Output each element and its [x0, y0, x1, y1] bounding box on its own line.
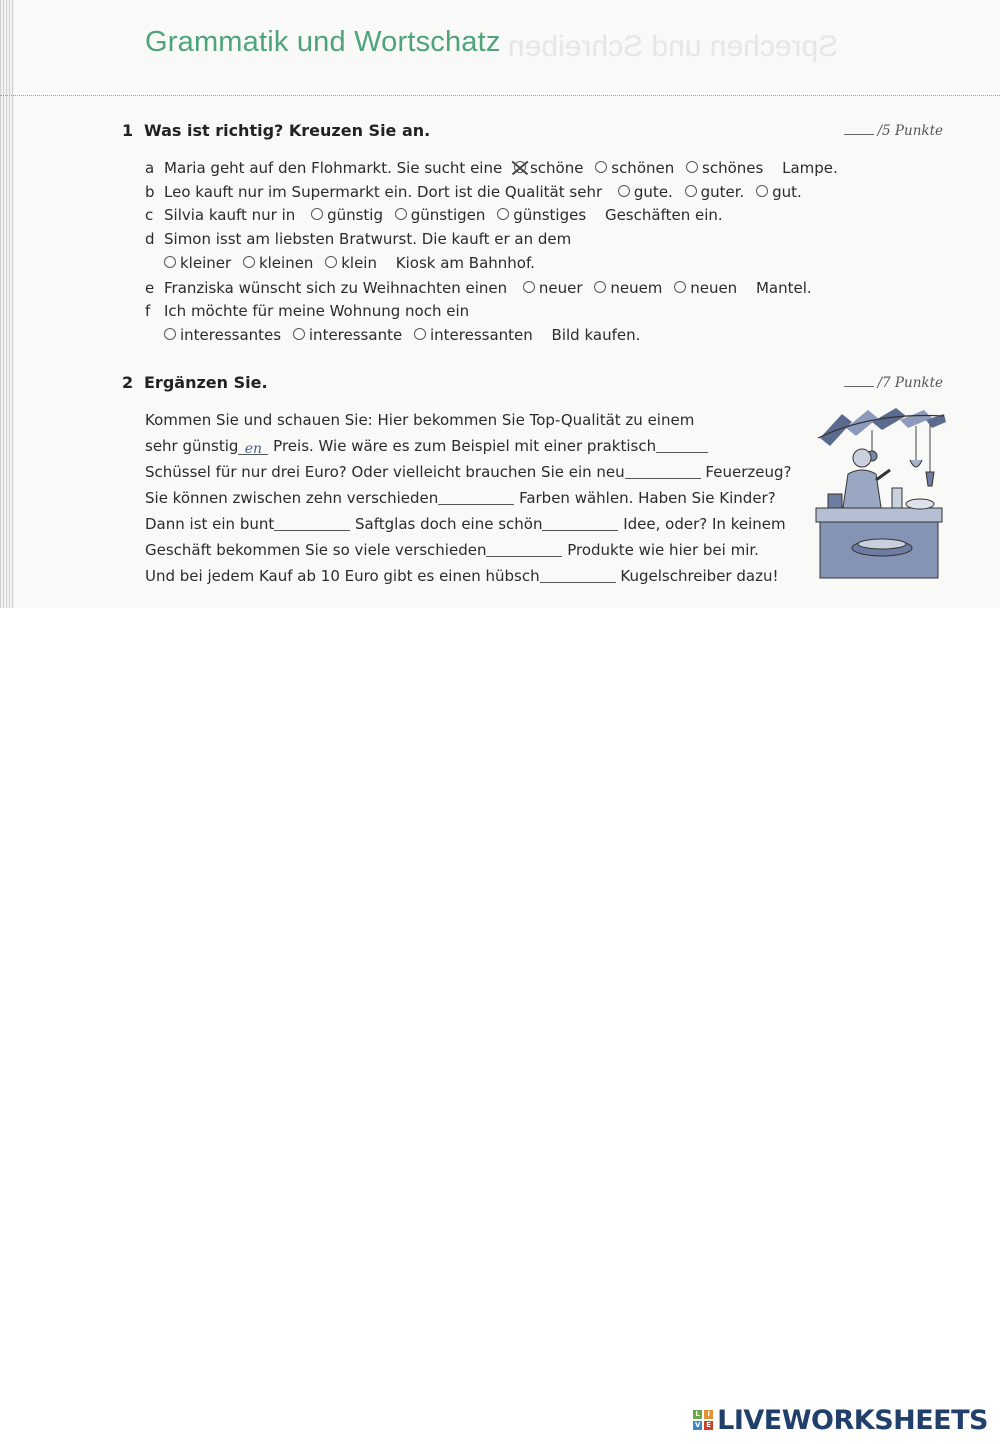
item-letter: c	[145, 206, 154, 224]
option-interessantes[interactable]: interessantes	[164, 326, 281, 344]
page-title: Grammatik und Wortschatz	[145, 26, 501, 58]
option-gute[interactable]: gute.	[618, 183, 673, 201]
liveworksheets-logo[interactable]	[693, 1402, 988, 1438]
option-interessante[interactable]: interessante	[293, 326, 402, 344]
task1-heading	[122, 121, 430, 140]
task1-item-a	[145, 158, 838, 178]
option-guenstigen[interactable]: günstigen	[395, 206, 486, 224]
line-text: Kommen Sie und schauen Sie: Hier bekommen Sie Top-Qualität zu einem	[145, 411, 695, 429]
logo-mark-letter: E	[704, 1421, 713, 1430]
title-divider	[0, 95, 1000, 96]
item-tail: Geschäften ein.	[604, 206, 723, 224]
line-text: Farben wählen. Haben Sie Kinder?	[514, 489, 776, 507]
task1-item-e	[145, 278, 812, 298]
task1-points	[844, 123, 944, 139]
radio-circle-icon[interactable]	[686, 161, 698, 173]
item-tail: Kiosk am Bahnhof.	[395, 254, 535, 272]
item-tail: Mantel.	[755, 279, 812, 297]
gap-guenstig-filled[interactable]: en	[238, 439, 268, 455]
task1-item-c	[145, 205, 723, 225]
option-guenstiges[interactable]: günstiges	[497, 206, 586, 224]
task1-item-f	[145, 301, 469, 321]
task2-line-1	[145, 410, 694, 430]
market-stall-illustration	[812, 408, 946, 582]
checked-box-icon[interactable]	[514, 161, 526, 173]
line-text: Preis. Wie wäre es zum Beispiel mit einer praktisch	[268, 437, 657, 455]
logo-mark-letter: I	[704, 1410, 713, 1419]
line-text: Produkte wie hier bei mir.	[562, 541, 759, 559]
radio-circle-icon[interactable]	[311, 208, 323, 220]
task1-item-d-options	[164, 253, 535, 273]
item-letter: e	[145, 279, 155, 297]
task2-line-5	[145, 514, 786, 534]
gap-verschieden-2[interactable]	[486, 541, 562, 557]
hanging-goods	[867, 424, 934, 486]
radio-circle-icon[interactable]	[756, 185, 768, 197]
task2-title: Ergänzen Sie.	[144, 373, 268, 392]
gap-praktisch[interactable]	[656, 437, 708, 453]
logo-text: LIVEWORKSHEETS	[717, 1404, 988, 1436]
task1-item-b	[145, 182, 802, 202]
item-letter: d	[145, 230, 155, 248]
option-schoene[interactable]: schöne	[514, 159, 583, 177]
option-kleiner[interactable]: kleiner	[164, 254, 231, 272]
ghost-title: Sprechen und Schreiben	[508, 30, 839, 63]
line-text: Geschäft bekommen Sie so viele verschieden	[145, 541, 487, 559]
binding-stripe	[0, 0, 14, 608]
line-text: Und bei jedem Kauf ab 10 Euro gibt es einen hübsch	[145, 567, 540, 585]
line-text: Saftglas doch eine schön	[350, 515, 543, 533]
radio-circle-icon[interactable]	[594, 281, 606, 293]
task1-number: 1	[122, 121, 134, 140]
task1-points-label: /5 Punkte	[877, 123, 943, 139]
radio-circle-icon[interactable]	[164, 328, 176, 340]
task2-number: 2	[122, 373, 134, 392]
task1-title: Was ist richtig? Kreuzen Sie an.	[144, 121, 431, 140]
line-text: Idee, oder? In keinem	[618, 515, 786, 533]
gap-verschieden[interactable]	[438, 489, 514, 505]
logo-mark-letter: L	[693, 1410, 702, 1419]
line-text: Sie können zwischen zehn verschieden	[145, 489, 439, 507]
line-text: Feuerzeug?	[700, 463, 792, 481]
task2-points-label: /7 Punkte	[877, 375, 943, 391]
task2-line-2	[145, 436, 708, 456]
logo-mark-letter: V	[694, 1421, 701, 1429]
line-text: Kugelschreiber dazu!	[615, 567, 779, 585]
option-schoenen[interactable]: schönen	[595, 159, 674, 177]
task2-heading	[122, 373, 268, 392]
radio-circle-icon[interactable]	[497, 208, 509, 220]
radio-circle-icon[interactable]	[243, 256, 255, 268]
option-kleinen[interactable]: kleinen	[243, 254, 314, 272]
option-klein[interactable]: klein	[325, 254, 377, 272]
option-neuen[interactable]: neuen	[674, 279, 737, 297]
task1-item-f-options	[164, 325, 640, 345]
radio-circle-icon[interactable]	[414, 328, 426, 340]
item-text: Simon isst am liebsten Bratwurst. Die kauft er an dem	[164, 230, 572, 248]
item-letter: f	[145, 302, 151, 320]
item-letter: a	[145, 159, 155, 177]
radio-circle-icon[interactable]	[395, 208, 407, 220]
gap-neu[interactable]	[625, 463, 701, 479]
task1-score-blank[interactable]	[844, 134, 874, 135]
task2-score-blank[interactable]	[844, 386, 874, 387]
line-text: sehr günstig	[145, 437, 239, 455]
task2-line-6	[145, 540, 759, 560]
item-text: Silvia kauft nur in	[164, 206, 296, 224]
task1-item-d	[145, 229, 571, 249]
option-gut[interactable]: gut.	[756, 183, 802, 201]
item-letter: b	[145, 183, 155, 201]
gap-schoen[interactable]	[542, 515, 618, 531]
item-tail: Lampe.	[782, 159, 838, 177]
option-guter[interactable]: guter.	[685, 183, 745, 201]
awning-stripes	[818, 408, 946, 446]
radio-circle-icon[interactable]	[325, 256, 337, 268]
logo-mark-icon	[693, 1410, 713, 1430]
task2-points	[844, 375, 944, 391]
item-text: Leo kauft nur im Supermarkt ein. Dort ist die Qualität sehr	[164, 183, 603, 201]
vendor-figure	[842, 449, 890, 514]
option-guenstig[interactable]: günstig	[311, 206, 383, 224]
gap-bunt[interactable]	[274, 515, 350, 531]
task2-line-4	[145, 488, 776, 508]
radio-circle-icon[interactable]	[293, 328, 305, 340]
option-neuem[interactable]: neuem	[594, 279, 662, 297]
radio-circle-icon[interactable]	[164, 256, 176, 268]
line-text: Dann ist ein bunt	[145, 515, 275, 533]
option-schoenes[interactable]: schönes	[686, 159, 763, 177]
worksheet-page	[0, 0, 1000, 608]
task2-line-3	[145, 462, 791, 482]
item-text: Maria geht auf den Flohmarkt. Sie sucht eine	[164, 159, 503, 177]
radio-circle-icon[interactable]	[523, 281, 535, 293]
item-tail: Bild kaufen.	[551, 326, 641, 344]
option-neuer[interactable]: neuer	[523, 279, 583, 297]
radio-circle-icon[interactable]	[595, 161, 607, 173]
radio-circle-icon[interactable]	[674, 281, 686, 293]
item-text: Ich möchte für meine Wohnung noch ein	[164, 302, 470, 320]
task2-line-7	[145, 566, 778, 586]
item-text: Franziska wünscht sich zu Weihnachten einen	[164, 279, 508, 297]
line-text: Schüssel für nur drei Euro? Oder vielleicht brauchen Sie ein neu	[145, 463, 625, 481]
gap-huebsch[interactable]	[540, 567, 616, 583]
radio-circle-icon[interactable]	[618, 185, 630, 197]
option-interessanten[interactable]: interessanten	[414, 326, 533, 344]
radio-circle-icon[interactable]	[685, 185, 697, 197]
